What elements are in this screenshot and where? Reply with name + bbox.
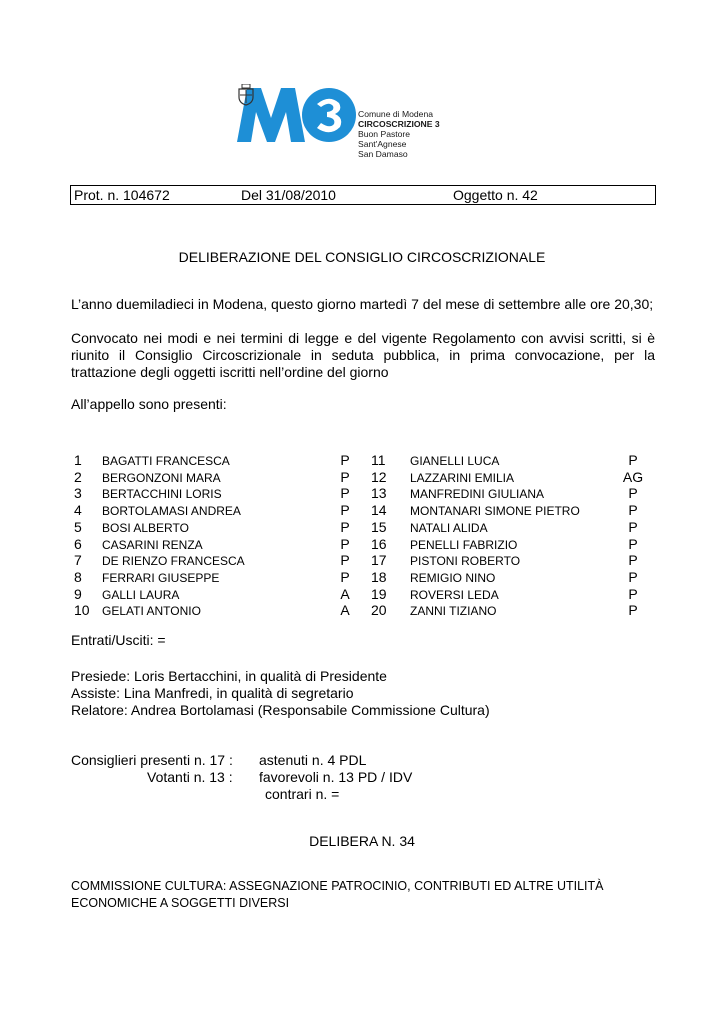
consiglieri-presenti: Consiglieri presenti n. 17 : [71,752,233,768]
protocol-number: Prot. n. 104672 [74,187,170,203]
member-status: P [628,502,638,519]
member-name: ROVERSI LEDA [410,587,499,602]
appello-label: All’appello sono presenti: [71,396,227,412]
member-number: 7 [74,552,82,569]
protocol-date: Del 31/08/2010 [241,187,336,203]
member-name: CASARINI RENZA [102,537,203,552]
member-status: AG [622,468,644,485]
member-name: ZANNI TIZIANO [410,604,497,619]
member-number: 15 [371,518,387,535]
logo-line-san-damaso: San Damaso [358,149,408,159]
member-status: P [628,568,638,585]
member-status: P [628,518,638,535]
member-number: 19 [371,585,387,602]
member-status: P [628,535,638,552]
entrati-usciti: Entrati/Usciti: = [71,632,166,648]
member-number: 9 [74,585,82,602]
attendance-table-right [371,452,656,622]
member-name: MONTANARI SIMONE PIETRO [410,504,580,519]
favorevoli: favorevoli n. 13 PD / IDV [259,769,413,785]
member-status: P [340,502,350,519]
intro-paragraph-1: L’anno duemiladieci in Modena, questo giorno martedì 7 del mese di settembre alle ore 20,30; [71,296,654,312]
logo-line-santagnese: Sant'Agnese [358,139,407,149]
member-name: MANFREDINI GIULIANA [410,487,545,502]
attendance-table-left [74,452,364,622]
member-name: GELATI ANTONIO [102,604,201,619]
member-name: GIANELLI LUCA [410,454,500,468]
member-status: P [340,452,350,468]
member-status: P [628,585,638,602]
member-name: LAZZARINI EMILIA [410,470,515,485]
contrari: contrari n. = [265,786,340,802]
crest-icon [237,84,255,106]
votanti: Votanti n. 13 : [147,769,233,785]
member-status: P [340,468,350,485]
intro-paragraph-2: Convocato nei modi e nei termini di legge e del vigente Regolamento con avvisi scritti, si è riunito il Consiglio Circoscrizionale in seduta pubblica, in prima convocazione, per la trattazione degli oggetti iscritti nell’ordine del giorno [71,330,655,380]
member-number: 10 [74,602,90,619]
circoscrizione-logo [237,84,447,159]
member-status: P [340,568,350,585]
member-number: 1 [74,452,82,468]
member-name: BORTOLAMASI ANDREA [102,504,241,519]
member-status: P [340,535,350,552]
relatore-line: Relatore: Andrea Bortolamasi (Responsabile Commissione Cultura) [71,702,490,718]
member-name: PISTONI ROBERTO [410,554,521,569]
member-status: P [340,485,350,502]
member-status: A [340,585,350,602]
member-name: PENELLI FABRIZIO [410,537,518,552]
logo-line-buon-pastore: Buon Pastore [358,129,411,139]
member-name: BAGATTI FRANCESCA [102,454,230,468]
member-number: 2 [74,468,82,485]
member-number: 12 [371,468,387,485]
member-status: P [628,602,638,619]
member-name: BERGONZONI MARA [102,470,221,485]
delibera-number: DELIBERA N. 34 [309,833,415,849]
document-title: DELIBERAZIONE DEL CONSIGLIO CIRCOSCRIZIONALE [178,249,546,265]
member-name: NATALI ALIDA [410,520,488,535]
member-number: 14 [371,502,387,519]
member-name: FERRARI GIUSEPPE [102,570,220,585]
delibera-subject: COMMISSIONE CULTURA: ASSEGNAZIONE PATROCINIO, CONTRIBUTI ED ALTRE UTILITÀ ECONOMICHE A SOGGETTI DIVERSI [71,879,604,910]
member-status: P [340,552,350,569]
member-status: P [628,485,638,502]
member-status: A [340,602,350,619]
astenuti: astenuti n. 4 PDL [259,752,367,768]
member-number: 20 [371,602,387,619]
member-number: 17 [371,552,387,569]
m3-logo-mark [237,84,357,144]
member-number: 8 [74,568,82,585]
protocol-box [70,185,656,205]
member-number: 5 [74,518,82,535]
logo-line-circoscrizione: CIRCOSCRIZIONE 3 [358,119,440,129]
member-number: 11 [371,452,386,468]
member-status: P [340,518,350,535]
member-number: 4 [74,502,82,519]
member-number: 18 [371,568,387,585]
member-name: GALLI LAURA [102,587,180,602]
member-name: BOSI ALBERTO [102,520,189,535]
member-number: 16 [371,535,387,552]
member-name: REMIGIO NINO [410,570,496,585]
member-name: DE RIENZO FRANCESCA [102,554,245,569]
logo-text [358,109,440,159]
logo-line-comune: Comune di Modena [358,109,434,119]
member-status: P [628,552,638,569]
member-status: P [628,452,638,468]
member-number: 13 [371,485,387,502]
member-number: 6 [74,535,82,552]
assiste-line: Assiste: Lina Manfredi, in qualità di segretario [71,685,354,701]
presiede-line: Presiede: Loris Bertacchini, in qualità di Presidente [71,668,387,684]
member-number: 3 [74,485,82,502]
protocol-subject-number: Oggetto n. 42 [453,187,538,203]
member-name: BERTACCHINI LORIS [102,487,222,502]
